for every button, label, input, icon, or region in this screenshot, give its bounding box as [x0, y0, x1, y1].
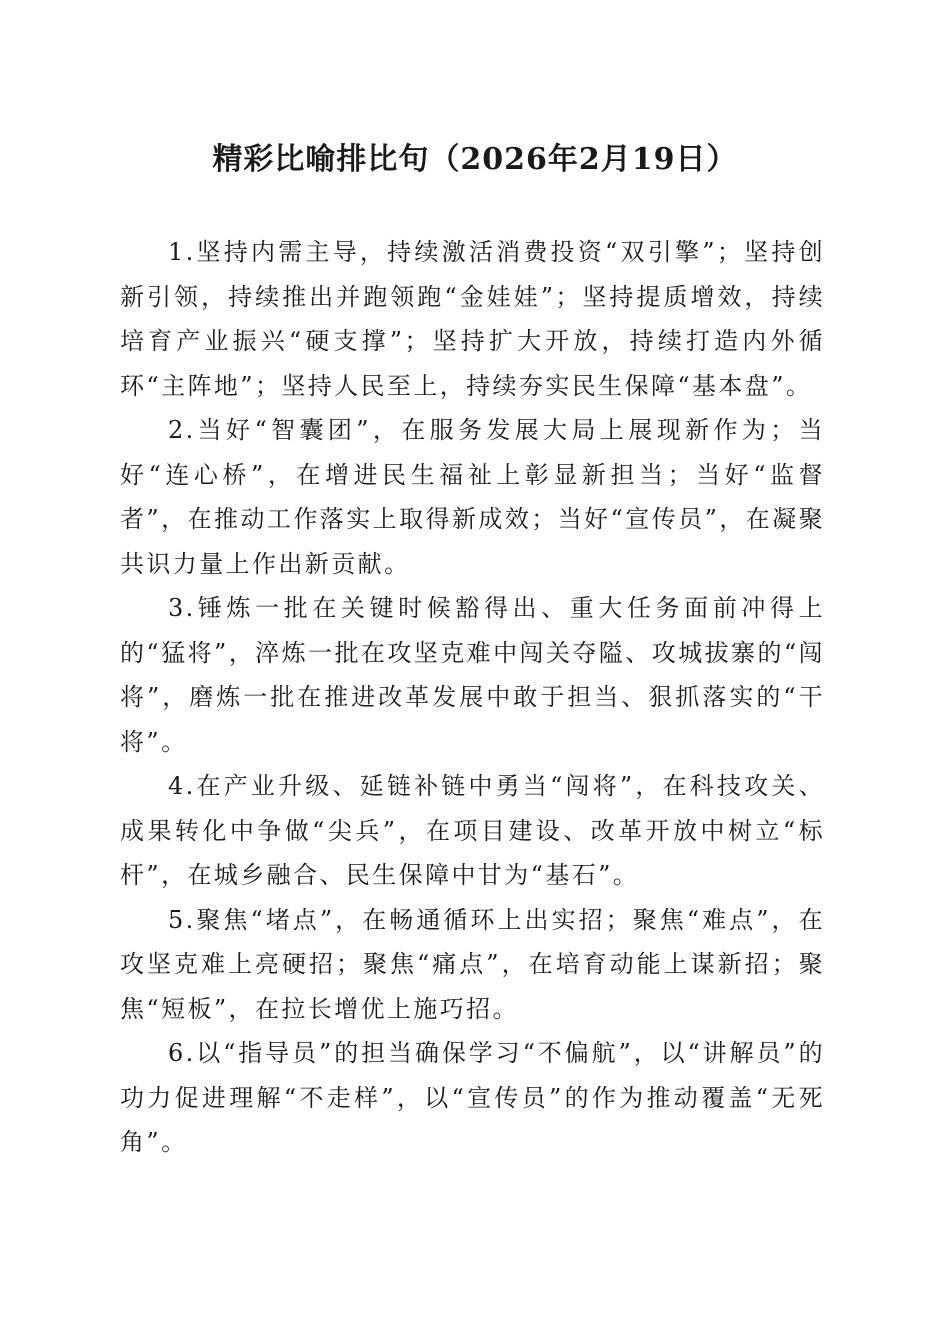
paragraph-3: 3.锤炼一批在关键时候豁得出、重大任务面前冲得上的“猛将”，淬炼一批在攻坚克难中闯关夺隘、攻城拔寨的“闯将”，磨炼一批在推进改革发展中敢于担当、狠抓落实的“干将”。: [120, 594, 825, 756]
page-title: 精彩比喻排比句（2026年2月19日）: [212, 142, 738, 177]
paragraph-5: 5.聚焦“堵点”，在畅通循环上出实招；聚焦“难点”，在攻坚克难上亮硬招；聚焦“痛点”，在培育动能上谋新招；聚焦“短板”，在拉长增优上施巧招。: [120, 905, 825, 1023]
paragraph-4: 4.在产业升级、延链补链中勇当“闯将”，在科技攻关、成果转化中争做“尖兵”，在项目建设、改革开放中树立“标杆”，在城乡融合、民生保障中甘为“基石”。: [120, 772, 825, 889]
paragraph-2: 2.当好“智囊团”，在服务发展大局上展现新作为；当好“连心桥”，在增进民生福祉上彰显新担当；当好“监督者”，在推动工作落实上取得新成效；当好“宣传员”，在凝聚共识力量上作出新贡献。: [120, 416, 825, 578]
document-body: [120, 230, 825, 1165]
paragraph-6: 6.以“指导员”的担当确保学习“不偏航”，以“讲解员”的功力促进理解“不走样”，以“宣传员”的作为推动覆盖“无死角”。: [120, 1039, 825, 1156]
paragraph-1: 1.坚持内需主导，持续激活消费投资“双引擎”；坚持创新引领，持续推出并跑领跑“金娃娃”；坚持提质增效，持续培育产业振兴“硬支撑”；坚持扩大开放，持续打造内外循环“主阵地”；坚持人民至上，持续夯实民生保障“基本盘”。: [120, 238, 825, 400]
